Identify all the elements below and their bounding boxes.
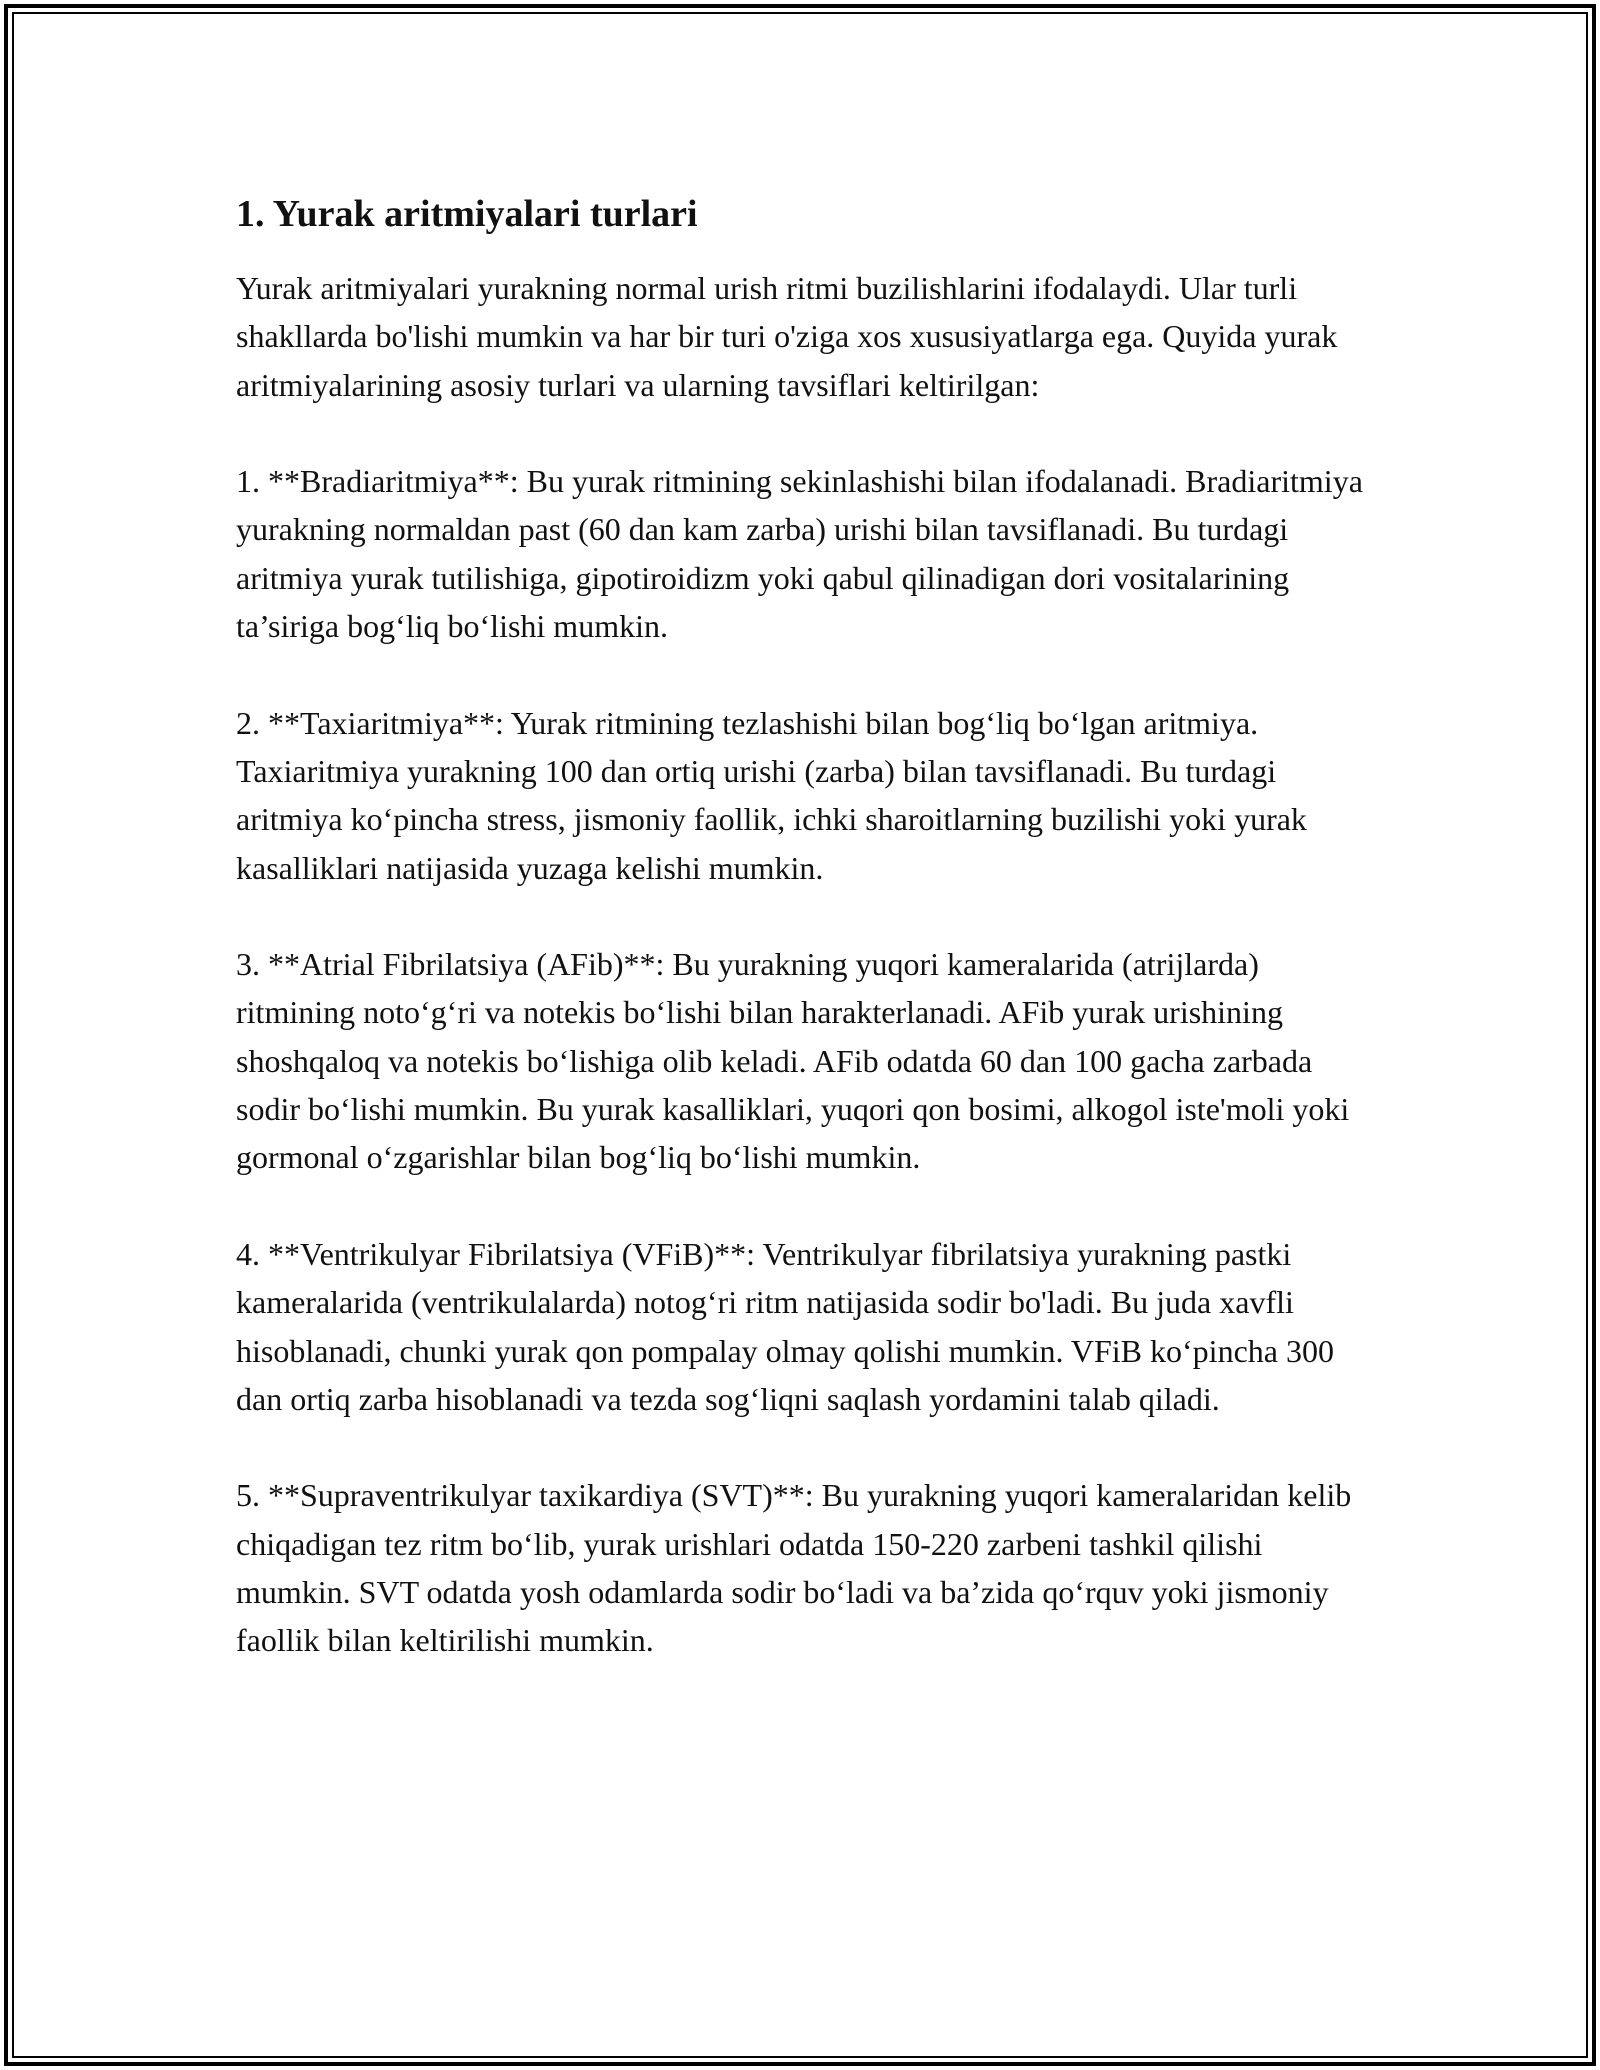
list-item-bradiaritmiya: 1. **Bradiaritmiya**: Bu yurak ritmining sekinlashishi bilan ifodalanadi. Bradiaritmiya yurakning normaldan past (60 dan kam zarba) urishi bilan tavsiflanadi. Bu turdagi aritmiya yurak tutilishiga, gipotiroidizm yoki qabul qilinadigan dori vositalarining ta’siriga bog‘liq bo‘lishi mumkin. (236, 463, 1363, 645)
intro-paragraph: Yurak aritmiyalari yurakning normal urish ritmi buzilishlarini ifodalaydi. Ular turli shakllarda bo'lishi mumkin va har bir turi o'ziga xos xususiyatlarga ega. Quyida yurak aritmiyalarining asosiy turlari va ularning tavsiflari keltirilgan: (236, 270, 1338, 403)
list-item-atrial-fibrilatsiya: 3. **Atrial Fibrilatsiya (AFib)**: Bu yurakning yuqori kameralarida (atrijlarda) ritmining noto‘g‘ri va notekis bo‘lishi bilan harakterlanadi. AFib yurak urishining shoshqaloq va notekis bo‘lishiga olib keladi. AFib odatda 60 dan 100 gacha zarbada sodir bo‘lishi mumkin. Bu yurak kasalliklari, yuqori qon bosimi, alkogol iste'moli yoki gormonal o‘zgarishlar bilan bog‘liq bo‘lishi mumkin. (236, 946, 1350, 1176)
section-heading: 1. Yurak aritmiyalari turlari (236, 193, 698, 235)
list-item-ventrikulyar-fibrilatsiya: 4. **Ventrikulyar Fibrilatsiya (VFiB)**: Ventrikulyar fibrilatsiya yurakning pastki kameralarida (ventrikulalarda) notog‘ri ritm natijasida sodir bo'ladi. Bu juda xavfli hisoblanadi, chunki yurak qon pompalay olmay qolishi mumkin. VFiB ko‘pincha 300 dan ortiq zarba hisoblanadi va tezda sog‘liqni saqlash yordamini talab qiladi. (236, 1235, 1334, 1417)
list-item-taxiaritmiya: 2. **Taxiaritmiya**: Yurak ritmining tezlashishi bilan bog‘liq bo‘lgan aritmiya. Taxiaritmiya yurakning 100 dan ortiq urishi (zarba) bilan tavsiflanadi. Bu turdagi aritmiya ko‘pincha stress, jismoniy faollik, ichki sharoitlarning buzilishi yoki yurak kasalliklari natijasida yuzaga kelishi mumkin. (236, 704, 1307, 886)
document-body (236, 184, 1371, 1665)
list-item-supraventrikulyar-taxikardiya: 5. **Supraventrikulyar taxikardiya (SVT)**: Bu yurakning yuqori kameralaridan kelib chiqadigan tez ritm bo‘lib, yurak urishlari odatda 150-220 zarbeni tashkil qilishi mumkin. SVT odatda yosh odamlarda sodir bo‘ladi va ba’zida qo‘rquv yoki jismoniy faollik bilan keltirilishi mumkin. (236, 1477, 1352, 1659)
